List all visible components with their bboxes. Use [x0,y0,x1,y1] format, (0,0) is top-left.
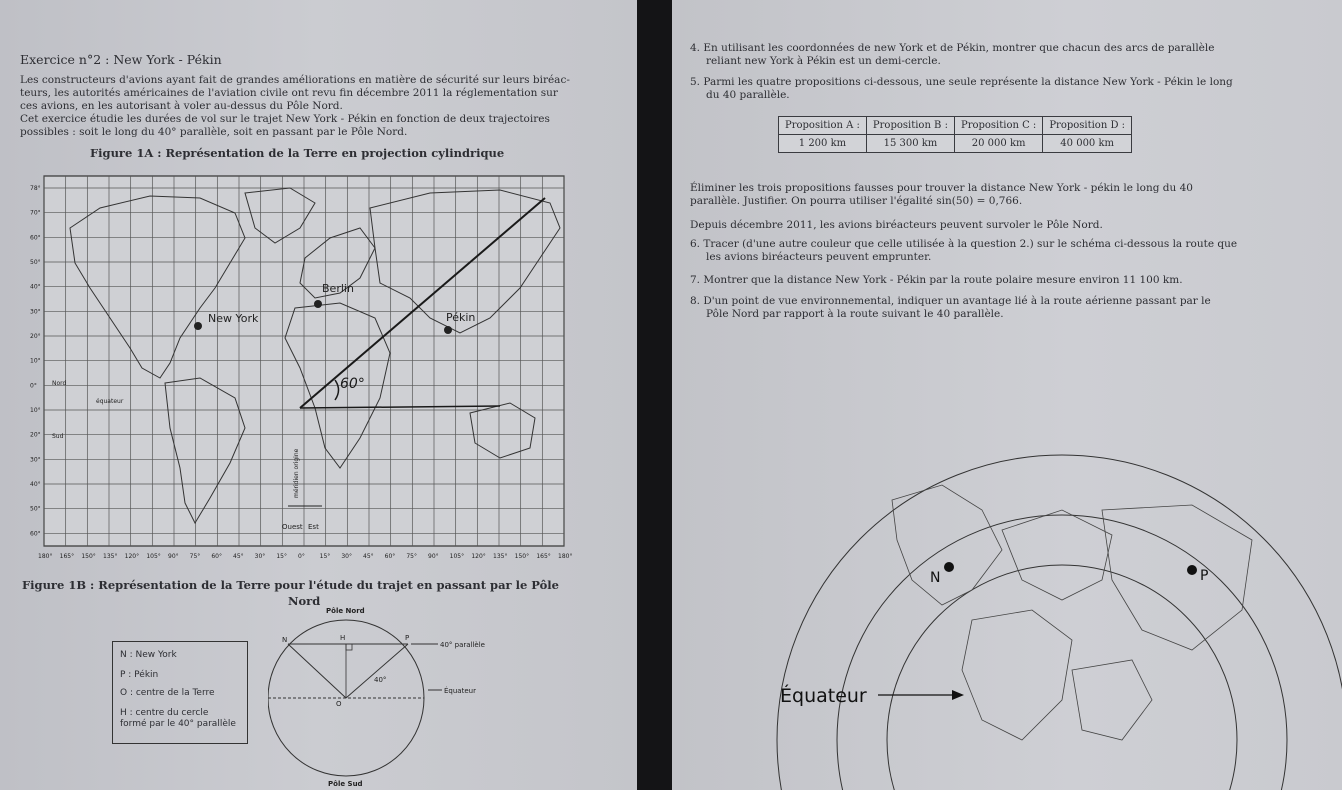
latitude-label: 78° [30,185,41,192]
longitude-label: 150° [81,553,96,560]
question-6-line-2: les avions biréacteurs peuvent emprunter. [706,251,932,263]
eliminate-line-1: Éliminer les trois propositions fausses pour trouver la distance New York - pékin le long du 40 [690,182,1193,194]
longitude-label: 105° [146,553,161,560]
new-york-dot [194,322,202,330]
table-header-row [779,117,1132,135]
legend-centre-cercle-2: formé par le 40° parallèle [120,719,236,729]
circle-n-label: N [282,636,288,644]
cylindrical-world-map [30,168,590,573]
table-row [779,135,1132,153]
since-2011-text: Depuis décembre 2011, les avions biréacteurs peuvent survoler le Pôle Nord. [690,219,1103,231]
longitude-label: 90° [168,553,179,560]
longitude-label: 135° [103,553,118,560]
latitude-label: 50° [30,259,41,266]
latitude-label: 20° [30,431,41,439]
longitude-label: 0° [298,553,305,560]
land-outline-4 [962,610,1072,740]
longitude-label: 120° [124,553,140,560]
longitude-label: 120° [471,553,486,560]
table-header-cell: Proposition C : [954,117,1042,135]
table-cell: 40 000 km [1043,135,1132,153]
pole-nord-label: Pôle Nord [326,607,365,615]
latitude-label: 0° [30,382,37,390]
berlin-dot [314,300,322,308]
propositions-table [778,116,1132,153]
latitude-label: 40° [30,283,41,291]
polar-equateur-label: Équateur [780,685,867,707]
longitude-label: 45° [363,553,374,560]
polar-pekin-dot [1187,565,1197,575]
land-outline-2 [1002,510,1112,600]
latitude-label: 20° [30,333,41,340]
parallel-40-label: 40° parallèle [440,641,485,649]
outer-circle [777,455,1342,790]
latitude-label: 30° [30,456,41,464]
berlin-label: Berlin [322,282,354,295]
inner-circle [887,565,1237,790]
longitude-label: 165° [536,553,551,560]
circle-p-label: P [405,634,410,642]
intro-line-2: teurs, les autorités américaines de l'aviation civile ont revu fin décembre 2011 la réglementation sur [20,87,558,99]
equateur-label: équateur [96,398,124,405]
longitude-label: 15° [319,553,331,560]
longitude-label: 180° [38,553,53,560]
longitude-label: 150° [514,553,530,560]
land-outline-1 [892,485,1002,605]
question-5-line-2: du 40 parallèle. [706,89,790,101]
intro-line-1: Les constructeurs d'avions ayant fait de grandes améliorations en matière de sécurité sur leurs biréac- [20,74,570,86]
question-8-line-2: Pôle Nord par rapport à la route suivant le 40 parallèle. [706,308,1004,320]
right-angle-mark [346,644,352,650]
left-page [0,0,637,790]
longitude-label: 30° [254,553,266,560]
meridien-label: méridien origine [293,448,300,498]
latitude-label: 40° [30,481,41,488]
pole-sud-label: Pôle Sud [328,780,363,788]
longitude-label: 45° [233,553,244,560]
longitude-label: 60° [384,553,396,560]
legend-centre-terre: O : centre de la Terre [120,688,215,698]
latitude-label: 10° [30,407,41,414]
land-outline-5 [1072,660,1152,740]
longitude-label: 75° [406,553,417,560]
intro-line-4: Cet exercice étudie les durées de vol sur le trajet New York - Pékin en fonction de deux trajectoires [20,113,550,125]
latitude-label: 30° [30,308,41,316]
question-5-line-1: 5. Parmi les quatre propositions ci-dessous, une seule représente la distance New York - Pékin le long [690,76,1233,88]
figure-1a-title: Figure 1A : Représentation de la Terre en projection cylindrique [90,146,505,160]
longitude-label: 90° [428,553,439,560]
polar-n-label: N [930,570,941,586]
question-4-line-1: 4. En utilisant les coordonnées de new York et de Pékin, montrer que chacun des arcs de parallèle [690,42,1215,54]
polar-projection-map [772,440,1342,790]
table-cell: 20 000 km [954,135,1042,153]
longitude-label: 105° [449,553,465,560]
circle-h-label: H [340,634,346,642]
est-label: Est [308,523,319,531]
nord-label: Nord [52,380,67,387]
sud-label: Sud [52,433,64,440]
latitude-label: 60° [30,234,41,242]
equator-label: Équateur [444,687,476,695]
longitude-label: 135° [493,553,508,560]
figure-1b-title-line-2: Nord [288,594,321,608]
radius-to-p [346,644,408,698]
pekin-label: Pékin [446,311,476,324]
figure-1b-title-line-1: Figure 1B : Représentation de la Terre pour l'étude du trajet en passant par le Pôle [22,578,559,592]
intro-line-3: ces avions, en les autorisant à voler au-dessus du Pôle Nord. [20,100,343,112]
longitude-label: 30° [341,553,352,560]
latitude-label: 10° [30,357,41,365]
table-cell: 15 300 km [866,135,954,153]
table-cell: 1 200 km [779,135,867,153]
equateur-arrow-head [952,690,964,700]
polar-new-york-dot [944,562,954,572]
pekin-dot [444,326,452,334]
page-gap [637,0,672,790]
legend-new-york: N : New York [120,650,177,660]
table-header-cell: Proposition B : [866,117,954,135]
exercise-title: Exercice n°2 : New York - Pékin [20,52,222,67]
ouest-label: Ouest [282,523,303,531]
eliminate-line-2: parallèle. Justifier. On pourra utiliser l'égalité sin(50) = 0,766. [690,195,1023,207]
earth-section-diagram [268,600,508,790]
equator-circle [837,515,1287,790]
new-york-label: New York [208,312,259,325]
latitude-label: 70° [30,209,41,217]
latitude-label: 60° [30,530,41,538]
longitude-label: 15° [276,553,287,560]
legend-pekin: P : Pékin [120,670,159,680]
latitude-label: 50° [30,505,41,513]
question-6-line-1: 6. Tracer (d'une autre couleur que celle utilisée à la question 2.) sur le schéma ci-dessous la route que [690,238,1238,250]
longitude-label: 75° [189,553,201,560]
table-header-cell: Proposition A : [779,117,867,135]
polar-p-label: P [1200,568,1209,584]
legend-centre-cercle-1: H : centre du cercle [120,708,209,718]
table-header-cell: Proposition D : [1043,117,1132,135]
intro-line-5: possibles : soit le long du 40° parallèle, soit en passant par le Pôle Nord. [20,126,408,138]
question-4-line-2: reliant new York à Pékin est un demi-cercle. [706,55,941,67]
longitude-label: 165° [59,553,75,560]
radius-to-n [288,644,346,698]
land-outline-3 [1102,505,1252,650]
question-7-text: 7. Montrer que la distance New York - Pékin par la route polaire mesure environ 11 100 km. [690,274,1183,286]
circle-o-label: O [336,700,342,708]
longitude-label: 180° [558,553,573,560]
circle-angle-label: 40° [374,676,387,684]
question-8-line-1: 8. D'un point de vue environnemental, indiquer un avantage lié à la route aérienne passant par le [690,295,1211,307]
longitude-label: 60° [211,553,222,560]
handwritten-angle-label: 60° [340,376,365,392]
